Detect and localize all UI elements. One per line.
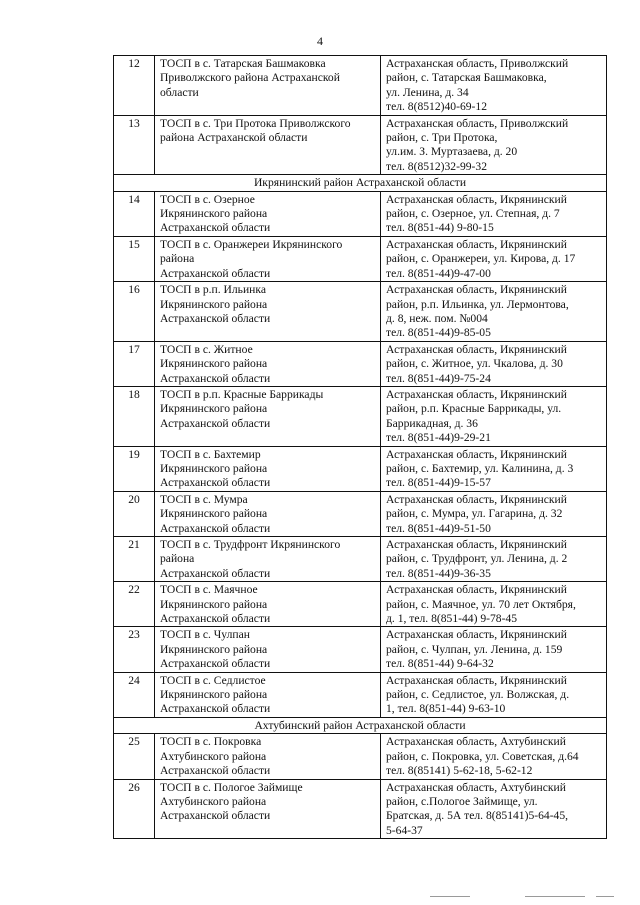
- table-row: [114, 582, 607, 627]
- table-row: [114, 537, 607, 582]
- office-name: ТОСП в с. Маячное Икрянинского района Астраханской области: [155, 582, 381, 627]
- office-address: Астраханская область, Икрянинский район, с. Озерное, ул. Степная, д. 7 тел. 8(851-44) 9-80-15: [381, 191, 607, 236]
- office-name: ТОСП в с. Чулпан Икрянинского района Астраханской области: [155, 627, 381, 672]
- office-name: ТОСП в с. Покровка Ахтубинского района Астраханской области: [155, 734, 381, 779]
- office-address: Астраханская область, Икрянинский район, с. Маячное, ул. 70 лет Октября, д. 1, тел. 8(851-44) 9-78-45: [381, 582, 607, 627]
- row-number: 21: [114, 537, 155, 582]
- office-name: ТОСП в с. Бахтемир Икрянинского района Астраханской области: [155, 446, 381, 491]
- table-row: [114, 672, 607, 717]
- section-row: [114, 175, 607, 191]
- row-number: 18: [114, 386, 155, 446]
- office-name: ТОСП в с. Пологое Займище Ахтубинского района Астраханской области: [155, 779, 381, 839]
- page-number: 4: [317, 34, 323, 48]
- row-number: 25: [114, 734, 155, 779]
- table-row: [114, 341, 607, 386]
- scan-artifact: [596, 896, 614, 897]
- office-address: Астраханская область, Приволжский район, с. Три Протока, ул.им. З. Муртазаева, д. 20 тел. 8(8512)32-99-32: [381, 115, 607, 175]
- office-address: Астраханская область, Ахтубинский район, с. Покровка, ул. Советская, д.64 тел. 8(85141) 5-62-18, 5-62-12: [381, 734, 607, 779]
- section-title: Ахтубинский район Астраханской области: [114, 717, 607, 733]
- table-row: [114, 282, 607, 342]
- table-row: [114, 386, 607, 446]
- office-address: Астраханская область, Икрянинский район, р.п. Красные Баррикады, ул. Баррикадная, д. 36 тел. 8(851-44)9-29-21: [381, 386, 607, 446]
- office-name: ТОСП в с. Житное Икрянинского района Астраханской области: [155, 341, 381, 386]
- table-row: [114, 236, 607, 281]
- office-address: Астраханская область, Икрянинский район, с. Житное, ул. Чкалова, д. 30 тел. 8(851-44)9-75-24: [381, 341, 607, 386]
- section-title: Икрянинский район Астраханской области: [114, 175, 607, 191]
- section-row: [114, 717, 607, 733]
- office-address: Астраханская область, Икрянинский район, с. Чулпан, ул. Ленина, д. 159 тел. 8(851-44) 9-64-32: [381, 627, 607, 672]
- registry-table: [113, 55, 607, 839]
- row-number: 12: [114, 56, 155, 116]
- office-address: Астраханская область, Икрянинский район, с. Седлистое, ул. Волжская, д. 1, тел. 8(851-44) 9-63-10: [381, 672, 607, 717]
- office-name: ТОСП в с. Мумра Икрянинского района Астраханской области: [155, 491, 381, 536]
- registry-body: [114, 56, 607, 839]
- row-number: 22: [114, 582, 155, 627]
- row-number: 14: [114, 191, 155, 236]
- row-number: 23: [114, 627, 155, 672]
- office-name: ТОСП в с. Трудфронт Икрянинского района Астраханской области: [155, 537, 381, 582]
- office-address: Астраханская область, Икрянинский район, с. Оранжереи, ул. Кирова, д. 17 тел. 8(851-44)9-47-00: [381, 236, 607, 281]
- office-name: ТОСП в с. Три Протока Приволжского района Астраханской области: [155, 115, 381, 175]
- row-number: 13: [114, 115, 155, 175]
- row-number: 17: [114, 341, 155, 386]
- table-row: [114, 491, 607, 536]
- row-number: 26: [114, 779, 155, 839]
- scan-artifact: [430, 896, 470, 897]
- row-number: 24: [114, 672, 155, 717]
- office-name: ТОСП в р.п. Ильинка Икрянинского района Астраханской области: [155, 282, 381, 342]
- scan-artifact: [525, 896, 585, 897]
- table-row: [114, 446, 607, 491]
- table-row: [114, 779, 607, 839]
- row-number: 20: [114, 491, 155, 536]
- office-address: Астраханская область, Икрянинский район, р.п. Ильинка, ул. Лермонтова, д. 8, неж. пом. №004 тел. 8(851-44)9-85-05: [381, 282, 607, 342]
- office-address: Астраханская область, Ахтубинский район, с.Пологое Займище, ул. Братская, д. 5А тел. 8(85141)5-64-45, 5-64-37: [381, 779, 607, 839]
- row-number: 15: [114, 236, 155, 281]
- table-row: [114, 734, 607, 779]
- office-address: Астраханская область, Икрянинский район, с. Трудфронт, ул. Ленина, д. 2 тел. 8(851-44)9-36-35: [381, 537, 607, 582]
- office-name: ТОСП в р.п. Красные Баррикады Икрянинского района Астраханской области: [155, 386, 381, 446]
- office-name: ТОСП в с. Татарская Башмаковка Приволжского района Астраханской области: [155, 56, 381, 116]
- office-address: Астраханская область, Икрянинский район, с. Мумра, ул. Гагарина, д. 32 тел. 8(851-44)9-51-50: [381, 491, 607, 536]
- office-address: Астраханская область, Икрянинский район, с. Бахтемир, ул. Калинина, д. 3 тел. 8(851-44)9-15-57: [381, 446, 607, 491]
- office-name: ТОСП в с. Озерное Икрянинского района Астраханской области: [155, 191, 381, 236]
- table-row: [114, 191, 607, 236]
- row-number: 16: [114, 282, 155, 342]
- office-name: ТОСП в с. Седлистое Икрянинского района Астраханской области: [155, 672, 381, 717]
- table-row: [114, 115, 607, 175]
- table-row: [114, 56, 607, 116]
- table-row: [114, 627, 607, 672]
- row-number: 19: [114, 446, 155, 491]
- office-name: ТОСП в с. Оранжереи Икрянинского района Астраханской области: [155, 236, 381, 281]
- office-address: Астраханская область, Приволжский район, с. Татарская Башмаковка, ул. Ленина, д. 34 тел. 8(8512)40-69-12: [381, 56, 607, 116]
